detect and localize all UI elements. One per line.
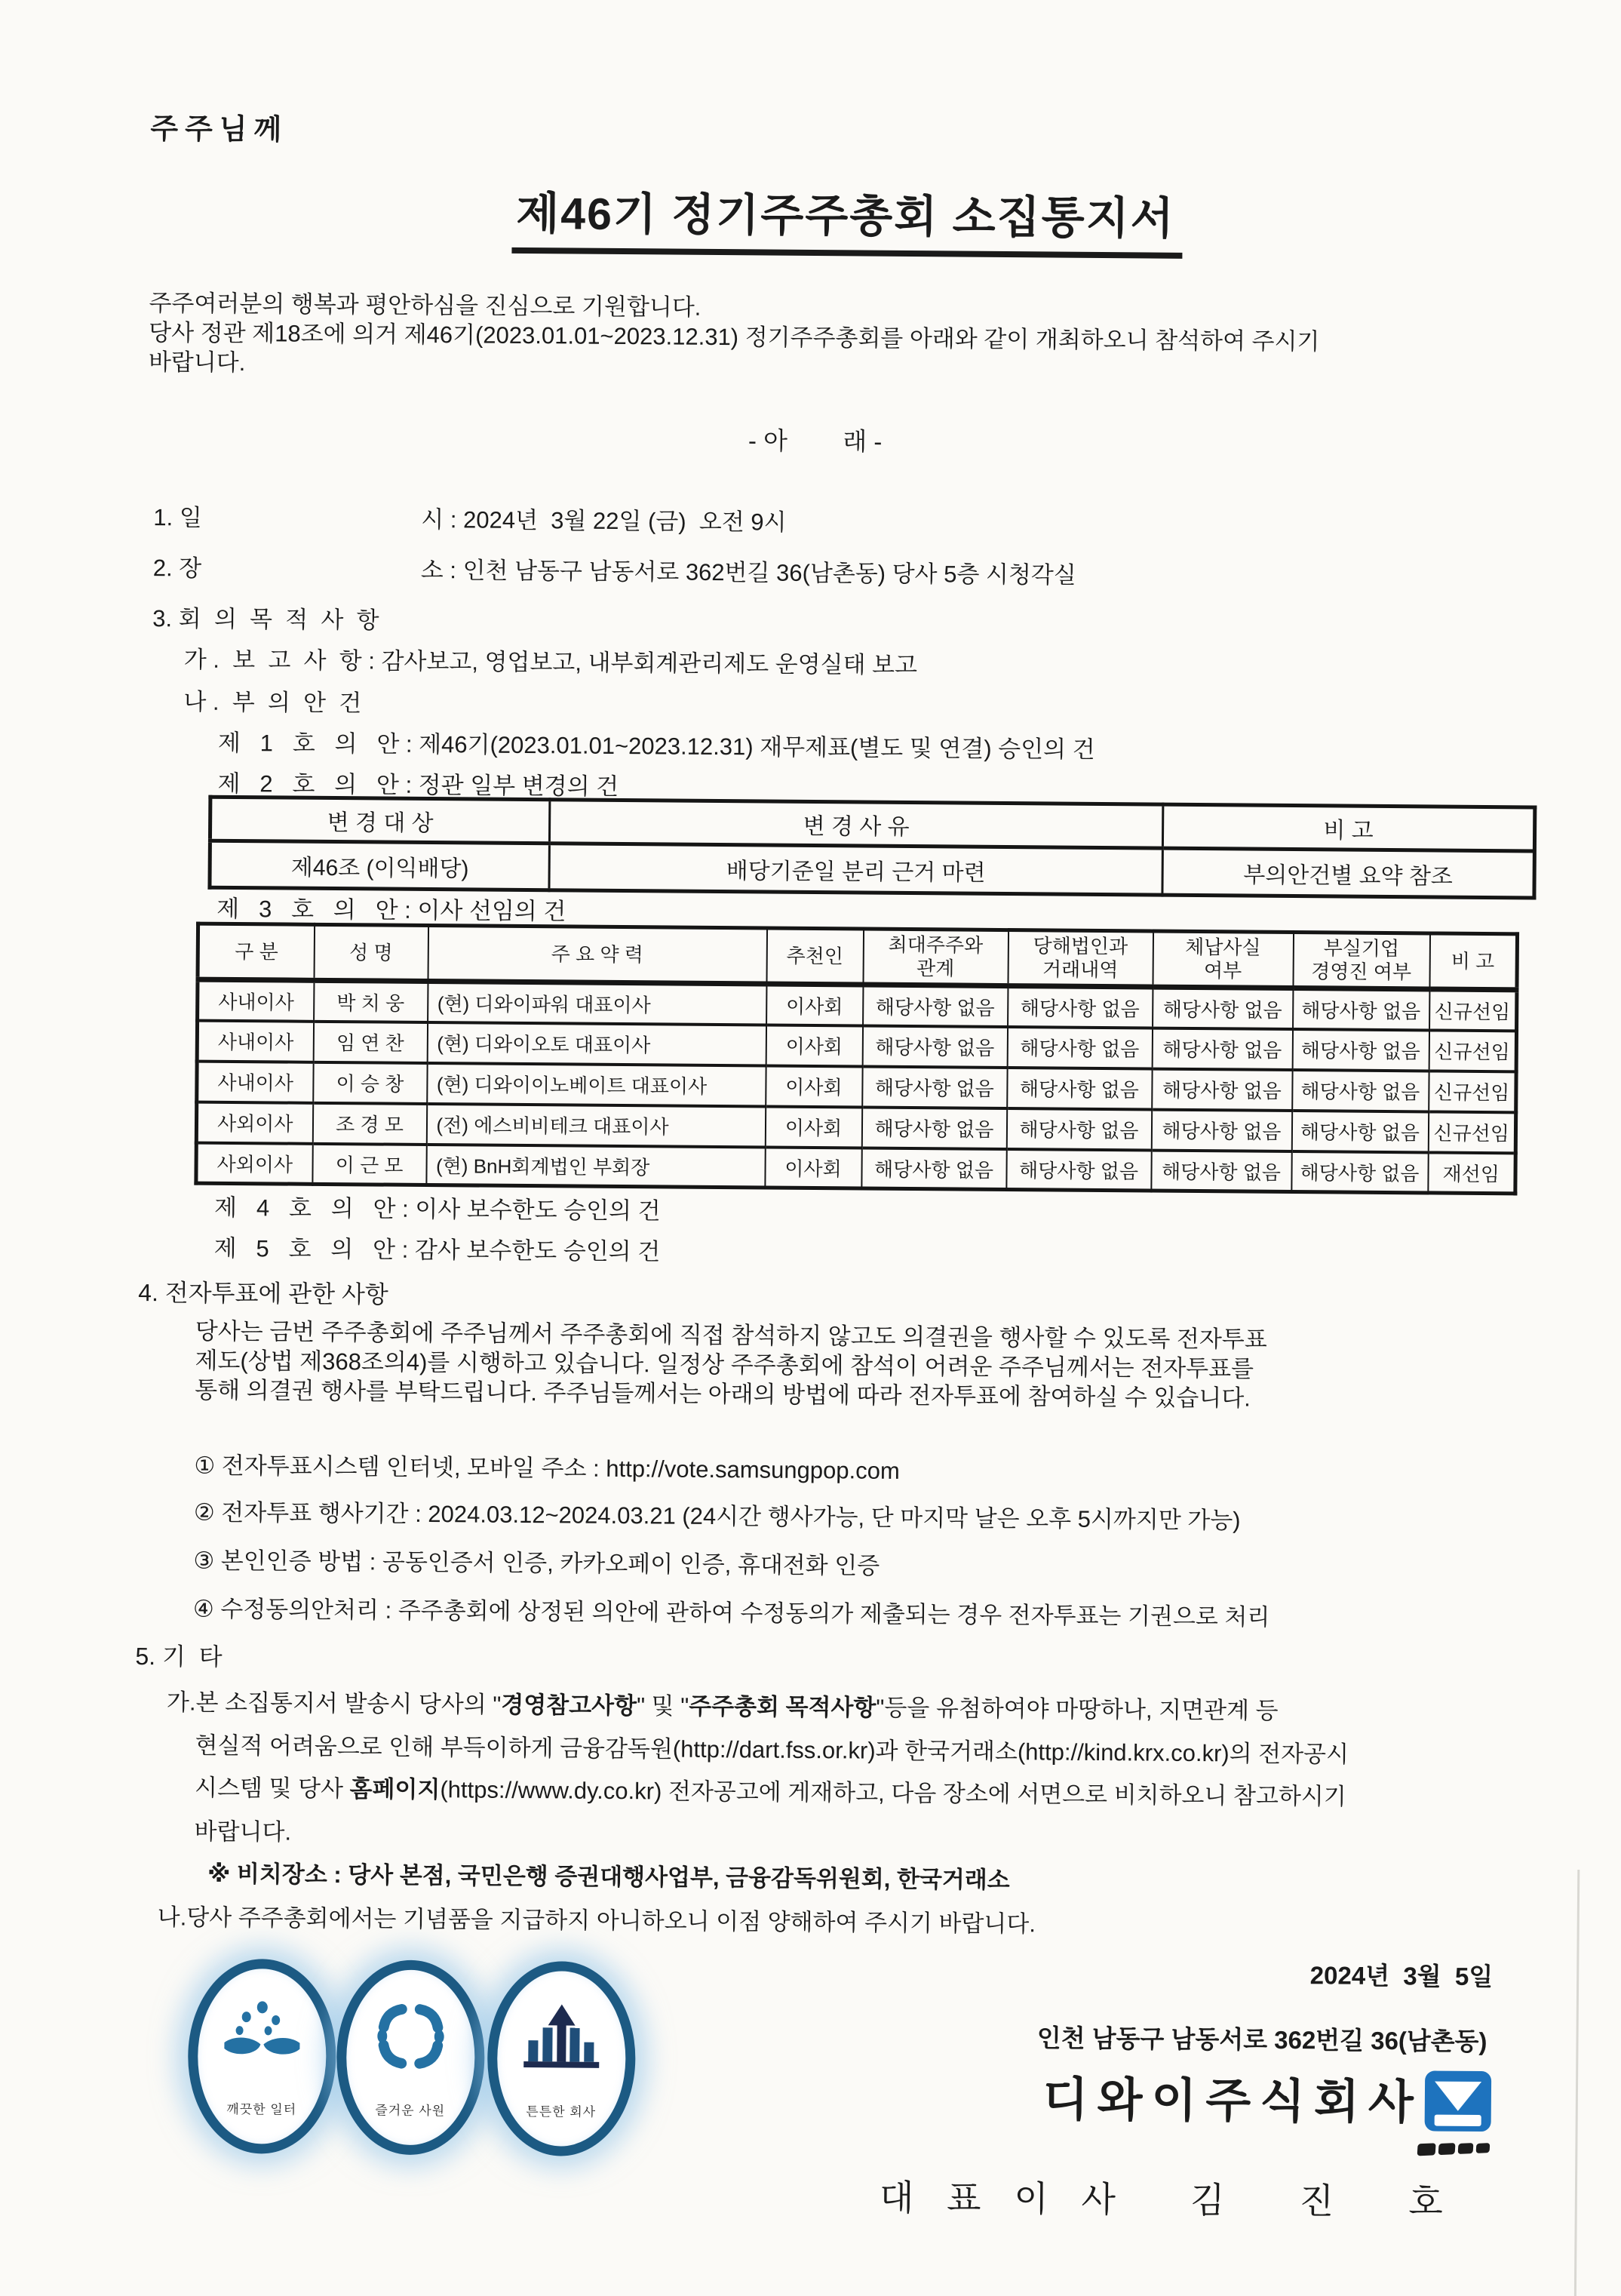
cell-insolvent: 해당사항 없음 [1291,1151,1428,1193]
badge-strong-company [487,1961,636,2157]
meeting-place-value: 소 : 인천 남동구 남동서로 362번길 36(남촌동) 당사 5층 시청각실 [420,556,1076,589]
agenda-item-1 [218,729,1095,765]
cell-category: 사내이사 [198,979,314,1021]
cell-transactions: 해당사항 없음 [1007,1027,1152,1069]
submitted-agenda-heading: 나 . 부 의 안 건 [183,688,362,717]
misc-ga-bold-2: 주주총회 목적사항 [689,1692,877,1721]
cell-transactions: 해당사항 없음 [1008,986,1153,1028]
col-major-shareholder-relation: 최대주주와 관계 [863,929,1009,986]
amendment-col-reason: 변 경 사 유 [549,800,1162,848]
intro-line-3: 바랍니다. [148,348,246,376]
badge-clean-workplace [187,1959,336,2155]
cell-relation: 해당사항 없음 [861,1148,1006,1190]
cell-career: (현) 디와이오토 대표이사 [427,1022,766,1066]
agenda-item-5-label: 제 5 호 의 안 [213,1234,396,1263]
meeting-date-label: 1. 일 [153,504,202,531]
cell-delinquency: 해당사항 없음 [1152,1068,1292,1110]
cell-remark: 신규선임 [1428,1111,1515,1153]
col-recommender: 추천인 [766,928,864,985]
cell-delinquency: 해당사항 없음 [1151,1150,1291,1191]
badge-label: 깨끗한 일터 [226,2101,297,2117]
meeting-place-label: 2. 장 [152,555,202,582]
intro-line-2: 당사 정관 제18조에 의거 제46기(2023.01.01~2023.12.31) 정기주주총회를 아래와 같이 개최하오니 참석하여 주시기 [149,318,1320,355]
misc-heading: 5. 기 타 [135,1642,223,1671]
page-title-text: 제46기 정기주주총회 소집통지서 [511,189,1183,259]
misc-line3-part-1: 시스템 및 당사 [194,1774,350,1803]
cell-career: (현) BnH회계법인 부회장 [426,1145,765,1188]
agenda-item-4-label: 제 4 호 의 안 [213,1194,396,1222]
company-address: 인천 남동구 남동서로 362번길 36(남촌동) [1036,2024,1487,2056]
cell-relation: 해당사항 없음 [862,1066,1007,1108]
amendment-reason-cell: 배당기준일 분리 근거 마련 [549,844,1162,895]
cell-relation: 해당사항 없음 [862,1025,1007,1068]
agenda-item-2-label: 제 2 호 의 안 [217,770,400,798]
misc-line-4: 바랍니다. [194,1818,292,1846]
misc-na-line: 나.당사 주주총회에서는 기념품을 지급하지 아니하오니 이점 양해하여 주시기 바랍니다. [157,1904,1036,1938]
cell-insolvent: 해당사항 없음 [1292,1029,1429,1071]
salutation: 주주님께 [150,113,289,146]
col-company-transactions: 당해법인과 거래내역 [1008,930,1153,988]
misc-ga-part-3: "등을 유첨하여야 마땅하나, 지면관계 등 [876,1694,1279,1724]
col-tax-delinquency: 체납사실 여부 [1153,931,1294,988]
cell-category: 사외이사 [196,1102,312,1143]
company-name: 디와이주식회사 [1042,2073,1423,2129]
amendment-remark-cell: 부의안건별 요약 참조 [1162,848,1534,898]
cell-relation: 해당사항 없음 [863,985,1008,1027]
cell-recommender: 이사회 [766,1025,862,1066]
ceo-signature-line: 대 표 이 사 김 진 호 [879,2178,1456,2223]
cell-career: (현) 디와이파워 대표이사 [428,982,766,1025]
misc-line3-bold: 홈페이지 [349,1775,441,1803]
cell-relation: 해당사항 없음 [861,1107,1006,1149]
cell-category: 사내이사 [197,1061,313,1102]
evoting-item-auth: ③ 본인인증 방법 : 공동인증서 인증, 카카오페이 인증, 휴대전화 인증 [193,1547,880,1579]
table-row [210,841,1534,898]
agenda-item-5-text: : 감사 보수한도 승인의 건 [395,1236,661,1265]
cell-remark: 재선임 [1428,1152,1515,1194]
people-circle-icon [376,2002,446,2076]
misc-ga-bold-1: 경영참고사항 [501,1691,637,1720]
agenda-item-2-text: : 정관 일부 변경의 건 [398,771,619,800]
evoting-item-url: ① 전자투표시스템 인터넷, 모바일 주소 : http://vote.samsungpop.com [194,1452,900,1484]
cell-remark: 신규선임 [1429,989,1517,1031]
badge-happy-employees [336,1959,485,2156]
col-category: 구 분 [198,924,315,981]
agenda-item-4-text: : 이사 보수한도 승인의 건 [395,1195,661,1225]
cell-insolvent: 해당사항 없음 [1292,1070,1429,1111]
deposit-locations-note: ※ 비치장소 : 당사 본점, 국민은행 증권대행사업부, 금융감독위원회, 한국거래소 [207,1860,1010,1894]
cell-delinquency: 해당사항 없음 [1151,1109,1291,1151]
dy-logo-icon [1423,2124,1493,2138]
evoting-item-amendment: ④ 수정동의안처리 : 주주총회에 상정된 의안에 관하여 수정동의가 제출되는 경우 전자투표는 기권으로 처리 [192,1595,1270,1631]
cell-name: 조 경 모 [312,1103,426,1145]
col-career: 주 요 약 력 [428,926,767,985]
badge-label: 튼튼한 회사 [526,2104,597,2119]
scan-edge-artifact [1574,1870,1580,2296]
agenda-item-1-text: : 제46기(2023.01.01~2023.12.31) 재무제표(별도 및 연결) 승인의 건 [399,730,1095,763]
cell-transactions: 해당사항 없음 [1006,1149,1151,1191]
cell-name: 이 승 창 [313,1062,427,1104]
misc-line3-part-2: (https://www.dy.co.kr) 전자공고에 게재하고, 다음 장소에 서면으로 비치하오니 참고하시기 [440,1776,1346,1810]
meeting-purpose-heading: 3. 회 의 목 적 사 항 [152,605,379,634]
growth-chart-icon [522,2002,601,2076]
seal-smudge-mark [1415,2138,1507,2162]
misc-line-2: 현실적 어려움으로 인해 부득이하게 금융감독원(http://dart.fss.or.kr)과 한국거래소(http://kind.krx.co.kr)의 전자공시 [195,1732,1349,1768]
cell-recommender: 이사회 [765,1147,861,1188]
intro-paragraph [149,289,1515,387]
cell-insolvent: 해당사항 없음 [1291,1111,1428,1152]
cell-delinquency: 해당사항 없음 [1153,987,1293,1028]
report-matters-line: 가 . 보 고 사 항 : 감사보고, 영업보고, 내부회계관리제도 운영실태 보고 [183,646,918,679]
misc-line-3 [195,1774,1346,1812]
cell-category: 사내이사 [197,1020,313,1062]
cell-recommender: 이사회 [765,1106,861,1148]
director-table-header-row [198,924,1518,990]
cell-name: 임 연 찬 [313,1022,427,1063]
hands-seeds-icon [223,2000,302,2068]
amendment-table [207,795,1537,900]
col-remark: 비 고 [1429,933,1518,990]
cell-recommender: 이사회 [766,1065,862,1107]
cell-career: (현) 디와이이노베이트 대표이사 [427,1063,766,1107]
below-marker: - 아 래 - [748,426,883,456]
col-insolvent-management: 부실기업 경영진 여부 [1293,933,1430,990]
misc-ga-line [167,1688,1279,1726]
cell-remark: 신규선임 [1429,1030,1516,1071]
cell-transactions: 해당사항 없음 [1007,1068,1152,1110]
agenda-item-3-label: 제 3 호 의 안 [216,895,398,924]
cell-career: (전) 에스비비테크 대표이사 [426,1104,765,1148]
agenda-item-4 [214,1194,661,1226]
intro-line-1: 주주여러분의 행복과 평안하심을 진심으로 기원합니다. [149,290,702,321]
evoting-paragraph [195,1317,1523,1415]
evoting-para-line-3: 통해 의결권 행사를 부탁드립니다. 주주님들께서는 아래의 방법에 따라 전자투표에 참여하실 수 있습니다. [195,1376,1251,1412]
evoting-heading: 4. 전자투표에 관한 사항 [138,1279,388,1308]
cell-category: 사외이사 [196,1142,312,1184]
company-logo-seal [1423,2069,1493,2138]
col-name: 성 명 [314,924,428,982]
evoting-para-line-1: 당사는 금번 주주총회에 주주님께서 주주총회에 직접 참석하지 않고도 의결권을 행사할 수 있도록 전자투표 [195,1317,1267,1353]
badge-label: 즐거운 사원 [375,2103,446,2119]
amendment-col-target: 변 경 대 상 [210,797,549,844]
amendment-target-cell: 제46조 (이익배당) [210,841,549,890]
evoting-item-period: ② 전자투표 행사기간 : 2024.03.12~2024.03.21 (24시간 행사가능, 단 마지막 날은 오후 5시까지만 가능) [193,1498,1241,1534]
issue-date: 2024년 3월 5일 [1309,1961,1494,1991]
misc-ga-part-1: 가.본 소집통지서 발송시 당사의 " [166,1689,502,1718]
page-title [511,177,1183,247]
cell-recommender: 이사회 [766,984,863,1025]
misc-ga-part-2: " 및 " [636,1692,689,1720]
cell-insolvent: 해당사항 없음 [1293,988,1429,1030]
director-candidates-table [194,922,1519,1196]
cell-remark: 신규선임 [1429,1071,1516,1112]
agenda-item-5 [214,1234,661,1267]
evoting-para-line-2: 제도(상법 제368조의4)를 시행하고 있습니다. 일정상 주주총회에 참석이 어려운 주주님께서는 전자투표를 [195,1347,1254,1382]
amendment-col-remark: 비 고 [1162,804,1534,851]
agenda-item-3-text: : 이사 선임의 건 [398,896,566,925]
cell-name: 이 근 모 [312,1144,426,1185]
cell-transactions: 해당사항 없음 [1006,1108,1151,1151]
agenda-item-1-label: 제 1 호 의 안 [217,729,400,758]
cell-delinquency: 해당사항 없음 [1152,1028,1292,1069]
cell-name: 박 치 웅 [314,981,428,1022]
meeting-date-value: 시 : 2024년 3월 22일 (금) 오전 9시 [421,506,787,536]
